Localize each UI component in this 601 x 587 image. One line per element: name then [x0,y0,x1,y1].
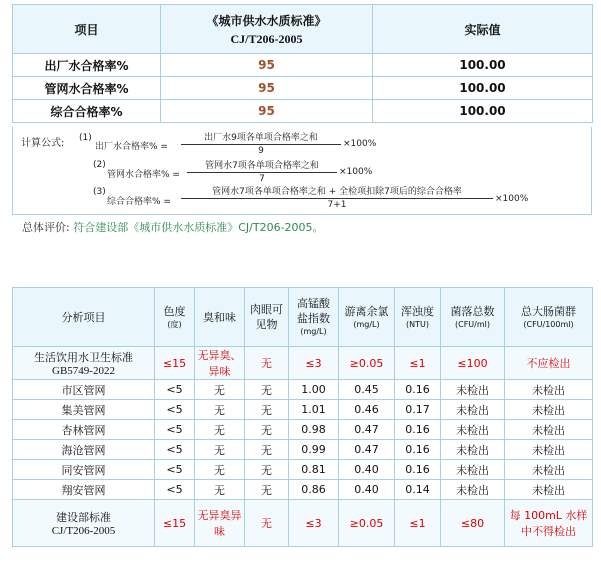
row-value: 0.16 [395,420,441,440]
standard-row-cj [13,500,593,547]
row-value: 无 [195,380,245,400]
standard-value: ≤15 [155,347,195,380]
header-line1: 臭和味 [203,310,236,324]
formula-2-fraction [187,158,337,184]
standard-value: ≤3 [289,500,339,547]
header-actual: 实际值 [373,5,593,54]
standard-value: 不应检出 [505,347,593,380]
standard-cj-name [13,500,155,547]
header-standard [161,5,373,54]
table-row [13,100,593,123]
row-name: 出厂水合格率% [13,54,161,77]
formula-1-tail: ×100% [343,139,377,149]
table-row [13,380,593,400]
row-standard: 95 [161,54,373,77]
table-row [13,440,593,460]
formula-3-denominator: 7+1 [327,200,347,210]
row-value: 无 [195,480,245,500]
formula-2-tail: ×100% [339,167,373,177]
row-value: 0.99 [289,440,339,460]
header-line1: 总大肠菌群 [521,304,576,318]
header-line1: 分析项目 [61,310,106,324]
standard-value: 无 [245,500,289,547]
header-line1: 菌落总数 [450,304,495,318]
qualification-rate-header-row [13,5,593,54]
formula-3-index: (3) [93,187,106,197]
standard-row-gb [13,347,593,380]
row-value: 0.17 [395,400,441,420]
table-row [13,77,593,100]
row-value: 未检出 [505,440,593,460]
formula-2-lhs: 管网水合格率% = [107,170,180,180]
table-row [13,400,593,420]
header-line1: 色度 [163,304,186,318]
row-value: 0.16 [395,460,441,480]
analysis-header-row [13,288,593,347]
standard-value: ≥0.05 [339,500,395,547]
row-name: 综合合格率% [13,100,161,123]
header-line2: 见物 [255,318,278,331]
table-row [13,480,593,500]
row-value: <5 [155,400,195,420]
header-unit: (度) [167,319,182,329]
row-value: <5 [155,380,195,400]
standard-value: ≤100 [441,347,505,380]
row-value: 未检出 [441,460,505,480]
standard-value: ≤1 [395,347,441,380]
row-value: 无 [245,380,289,400]
table-row [13,54,593,77]
formula-2-index: (2) [93,160,106,170]
header-line1: 高锰酸 [297,297,330,310]
overall-evaluation [22,219,324,235]
row-value: 未检出 [505,460,593,480]
water-quality-analysis-table [12,287,593,547]
formula-1-fraction [181,130,341,156]
header-line1: 游离余氯 [344,304,389,318]
standard-value: 无异臭异味 [195,500,245,547]
formula-label: 计算公式: [21,138,65,149]
row-value: 1.00 [289,380,339,400]
header-standard-line1: 《城市供水水质标准》 [206,13,327,28]
row-value: 未检出 [505,480,593,500]
row-value: 0.46 [339,400,395,420]
row-value: 无 [245,440,289,460]
header-line1: 浑浊度 [401,304,434,318]
standard-name-line2: CJ/T206-2005 [51,525,116,537]
table-row [13,460,593,480]
qualification-rate-table [12,4,593,123]
row-value: 无 [245,480,289,500]
row-value: 未检出 [441,420,505,440]
row-value: 无 [195,420,245,440]
formula-3-numerator: 管网水7项各单项合格率之和 + 全检项扣除7项后的综合合格率 [181,184,493,199]
row-name: 同安管网 [13,460,155,480]
formula-3-lhs: 综合合格率% = [107,197,171,207]
row-value: <5 [155,440,195,460]
row-value: 无 [245,400,289,420]
row-actual: 100.00 [373,77,593,100]
header-unit: (CFU/100ml) [523,319,574,329]
row-value: 无 [195,440,245,460]
formula-3-tail: ×100% [495,194,529,204]
formula-2-numerator: 管网水7项各单项合格率之和 [187,158,337,173]
standard-value: ≤15 [155,500,195,547]
row-value: 未检出 [505,380,593,400]
row-value: 无 [245,420,289,440]
row-name: 管网水合格率% [13,77,161,100]
header-odor [195,288,245,347]
row-value: 未检出 [441,440,505,460]
standard-name-line2: GB5749-2022 [52,365,115,377]
row-standard: 95 [161,100,373,123]
row-name: 翔安管网 [13,480,155,500]
header-turbidity [395,288,441,347]
row-name: 杏林管网 [13,420,155,440]
row-value: 未检出 [441,400,505,420]
row-value: 0.86 [289,480,339,500]
header-unit: (mg/L) [353,319,380,329]
header-line2: 盐指数 [297,312,330,325]
row-value: 0.98 [289,420,339,440]
standard-name-line1: 生活饮用水卫生标准 [34,351,133,364]
header-item: 项目 [13,5,161,54]
row-value: 0.16 [395,440,441,460]
header-unit: (mg/L) [300,327,327,336]
header-visible-matter [245,288,289,347]
row-value: 未检出 [505,400,593,420]
row-name: 集美管网 [13,400,155,420]
header-permanganate-index [289,288,339,347]
header-free-chlorine [339,288,395,347]
row-name: 市区管网 [13,380,155,400]
row-value: 无 [195,400,245,420]
row-value: <5 [155,420,195,440]
row-value: 0.40 [339,460,395,480]
row-value: <5 [155,480,195,500]
row-actual: 100.00 [373,100,593,123]
formula-3-fraction [181,184,493,210]
formula-2-denominator: 7 [259,174,265,184]
formula-box [12,127,592,215]
row-value: 未检出 [441,480,505,500]
row-value: 0.47 [339,420,395,440]
formula-1-index: (1) [79,133,92,143]
overall-evaluation-value: 符合建设部《城市供水水质标准》CJ/T206-2005。 [73,221,324,234]
standard-value: ≤80 [441,500,505,547]
standard-value: ≥0.05 [339,347,395,380]
formula-1-lhs: 出厂水合格率% = [95,142,168,152]
formula-1-denominator: 9 [258,146,264,156]
row-value: 无 [195,460,245,480]
standard-name-line1: 建设部标准 [56,511,111,524]
header-colony-count [441,288,505,347]
row-name: 海沧管网 [13,440,155,460]
row-value: 0.47 [339,440,395,460]
header-unit: (NTU) [406,319,429,329]
header-total-coliform [505,288,593,347]
standard-value: ≤1 [395,500,441,547]
row-standard: 95 [161,77,373,100]
row-value: 0.45 [339,380,395,400]
row-value: 无 [245,460,289,480]
row-value: 0.14 [395,480,441,500]
row-value: 0.81 [289,460,339,480]
row-value: 1.01 [289,400,339,420]
row-value: 未检出 [441,380,505,400]
row-value: <5 [155,460,195,480]
header-standard-line2: CJ/T206-2005 [230,31,303,46]
table-row [13,420,593,440]
row-value: 未检出 [505,420,593,440]
standard-gb-name [13,347,155,380]
header-line1: 肉眼可 [250,303,283,316]
header-color [155,288,195,347]
row-value: 0.16 [395,380,441,400]
row-value: 0.40 [339,480,395,500]
standard-value: ≤3 [289,347,339,380]
header-unit: (CFU/ml) [455,319,490,329]
row-actual: 100.00 [373,54,593,77]
standard-value: 无 [245,347,289,380]
overall-evaluation-label: 总体评价: [22,221,70,234]
header-analysis-item [13,288,155,347]
formula-1-numerator: 出厂水9项各单项合格率之和 [181,130,341,145]
standard-value: 每 100mL 水样中不得检出 [505,500,593,547]
standard-value: 无异臭、异味 [195,347,245,380]
